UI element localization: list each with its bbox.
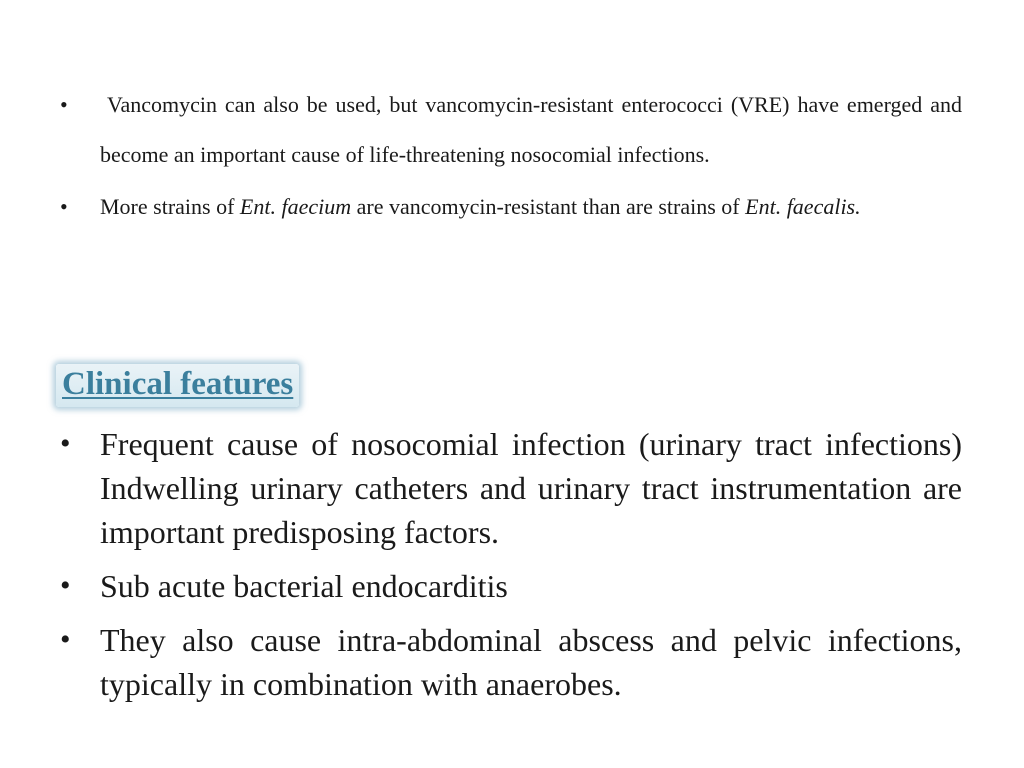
bullet-marker: • <box>60 623 71 656</box>
species-name-faecium: Ent. faecium <box>239 194 352 219</box>
clinical-features-list <box>60 422 962 716</box>
treatment-bullet-list <box>60 80 962 234</box>
bullet-text: They also cause intra-abdominal abscess and pelvic infections, typically in combination with anaerobes. <box>100 622 962 702</box>
bullet-item-strains <box>60 182 962 232</box>
bullet-text: Sub acute bacterial endocarditis <box>100 568 508 604</box>
bullet-marker: • <box>60 194 68 219</box>
section-heading-clinical-features: Clinical features <box>56 364 299 407</box>
bullet-text-part: are vancomycin-resistant than are strains of <box>351 194 746 219</box>
clinical-bullet-item <box>60 564 962 608</box>
bullet-item-vancomycin <box>60 80 962 180</box>
bullet-marker: • <box>60 427 71 460</box>
bullet-text: Frequent cause of nosocomial infection (urinary tract infections) Indwelling urinary catheters and urinary tract instrumentation are important predisposing factors. <box>100 426 962 550</box>
species-name-faecalis: Ent. faecalis. <box>745 194 861 219</box>
clinical-bullet-item <box>60 422 962 554</box>
bullet-text: Vancomycin can also be used, but vancomycin-resistant enterococci (VRE) have emerged and become an important cause of life-threatening nosocomial infections. <box>100 92 962 167</box>
bullet-text-part: More strains of <box>100 194 240 219</box>
clinical-bullet-item <box>60 618 962 706</box>
bullet-marker: • <box>60 569 71 602</box>
bullet-marker: • <box>60 92 68 117</box>
